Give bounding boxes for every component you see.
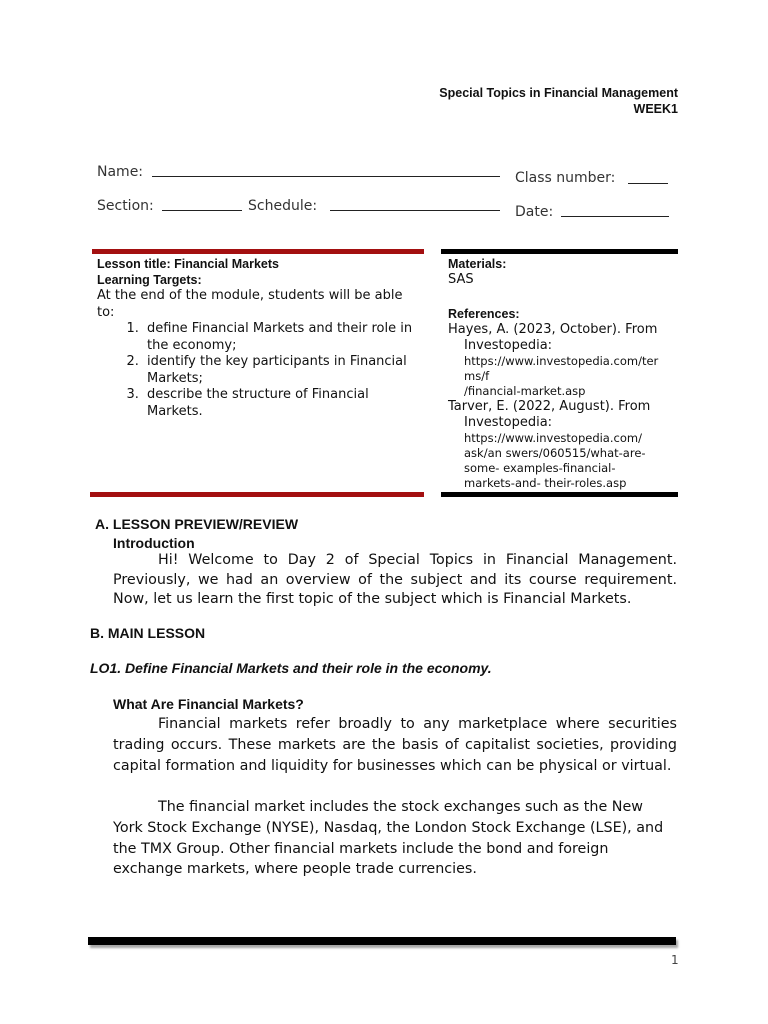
document-header: [439, 85, 678, 117]
materials-box-bottom-bar: [441, 492, 678, 497]
schedule-label: Schedule:: [248, 198, 318, 214]
section-label: Section:: [97, 198, 154, 214]
course-title: Special Topics in Financial Management: [439, 86, 678, 100]
class-number-field[interactable]: [515, 167, 615, 186]
schedule-field[interactable]: [248, 195, 317, 214]
reference-author: Tarver, E. (2022, August). From: [448, 398, 651, 414]
reference-source: Investopedia:: [464, 414, 553, 430]
class-number-label: Class number:: [515, 170, 616, 186]
learning-target-item: 3. describe the structure of Financial Markets.: [143, 387, 423, 420]
lesson-title: Lesson title: Financial Markets: [97, 257, 279, 271]
page-number: 1: [671, 953, 679, 967]
materials-box: [448, 256, 676, 491]
references-label: References:: [448, 306, 520, 321]
materials-value: SAS: [448, 272, 474, 287]
lo1-heading: LO1. Define Financial Markets and their role in the economy.: [90, 660, 492, 676]
reference-item: [448, 399, 676, 491]
learning-target-item: 2. identify the key participants in Financial Markets;: [143, 354, 423, 387]
reference-url-line[interactable]: ms/f: [464, 368, 490, 383]
reference-source: Investopedia:: [464, 337, 553, 353]
schedule-underline: [330, 209, 500, 211]
reference-author: Hayes, A. (2023, October). From: [448, 321, 658, 337]
financial-markets-paragraph-1: Financial markets refer broadly to any marketplace where securities trading occurs. These markets are the basis of capitalist societies, providing capital formation and liquidity for businesses which can be physical or virtual.: [113, 716, 677, 774]
learning-target-item: 1. define Financial Markets and their role in the economy;: [143, 321, 423, 354]
reference-url-line[interactable]: https://www.investopedia.com/: [464, 430, 642, 445]
materials-box-top-bar: [441, 249, 678, 254]
reference-item: [448, 322, 676, 399]
section-b-heading: B. MAIN LESSON: [90, 625, 206, 641]
week-label: WEEK1: [633, 102, 678, 116]
materials-label: Materials:: [448, 257, 507, 271]
reference-url-line[interactable]: https://www.investopedia.com/ter: [464, 353, 659, 368]
footer-bar: [88, 937, 676, 945]
name-label: Name:: [97, 164, 144, 180]
section-underline: [162, 209, 242, 211]
learning-targets-intro: At the end of the module, students will be able to:: [97, 288, 403, 320]
reference-url-line[interactable]: /financial-market.asp: [464, 383, 586, 398]
introduction-paragraph: Hi! Welcome to Day 2 of Special Topics in Financial Management. Previously, we had an overview of the subject and its course requirement. Now, let us learn the first topic of the subject which is Financial Markets.: [113, 552, 677, 607]
reference-url-line[interactable]: markets-and- their-roles.asp: [464, 475, 627, 490]
reference-url-line[interactable]: ask/an swers/060515/what-are-: [464, 445, 646, 460]
learning-targets-list: [97, 321, 423, 420]
name-field[interactable]: [97, 161, 143, 180]
name-underline: [152, 175, 500, 177]
section-a-heading: A. LESSON PREVIEW/REVIEW: [95, 516, 299, 532]
lesson-box: [97, 256, 423, 420]
class-number-underline: [628, 182, 668, 184]
financial-markets-paragraph-2: The financial market includes the stock exchanges such as the New York Stock Exchange (NYSE), Nasdaq, the London Stock Exchange (LSE), and the TMX Group. Other financial markets include the bond and foreign exchange markets, where people trade currencies.: [113, 799, 664, 878]
date-field[interactable]: [515, 201, 553, 220]
lesson-box-top-bar: [92, 249, 424, 254]
reference-url-line[interactable]: some- examples-financial-: [464, 460, 616, 475]
date-label: Date:: [515, 204, 554, 220]
date-underline: [561, 215, 669, 217]
section-field[interactable]: [97, 195, 154, 214]
learning-targets-label: Learning Targets:: [97, 273, 202, 287]
introduction-heading: Introduction: [113, 535, 195, 551]
question-heading: What Are Financial Markets?: [113, 696, 304, 712]
lesson-box-bottom-bar: [90, 492, 424, 497]
